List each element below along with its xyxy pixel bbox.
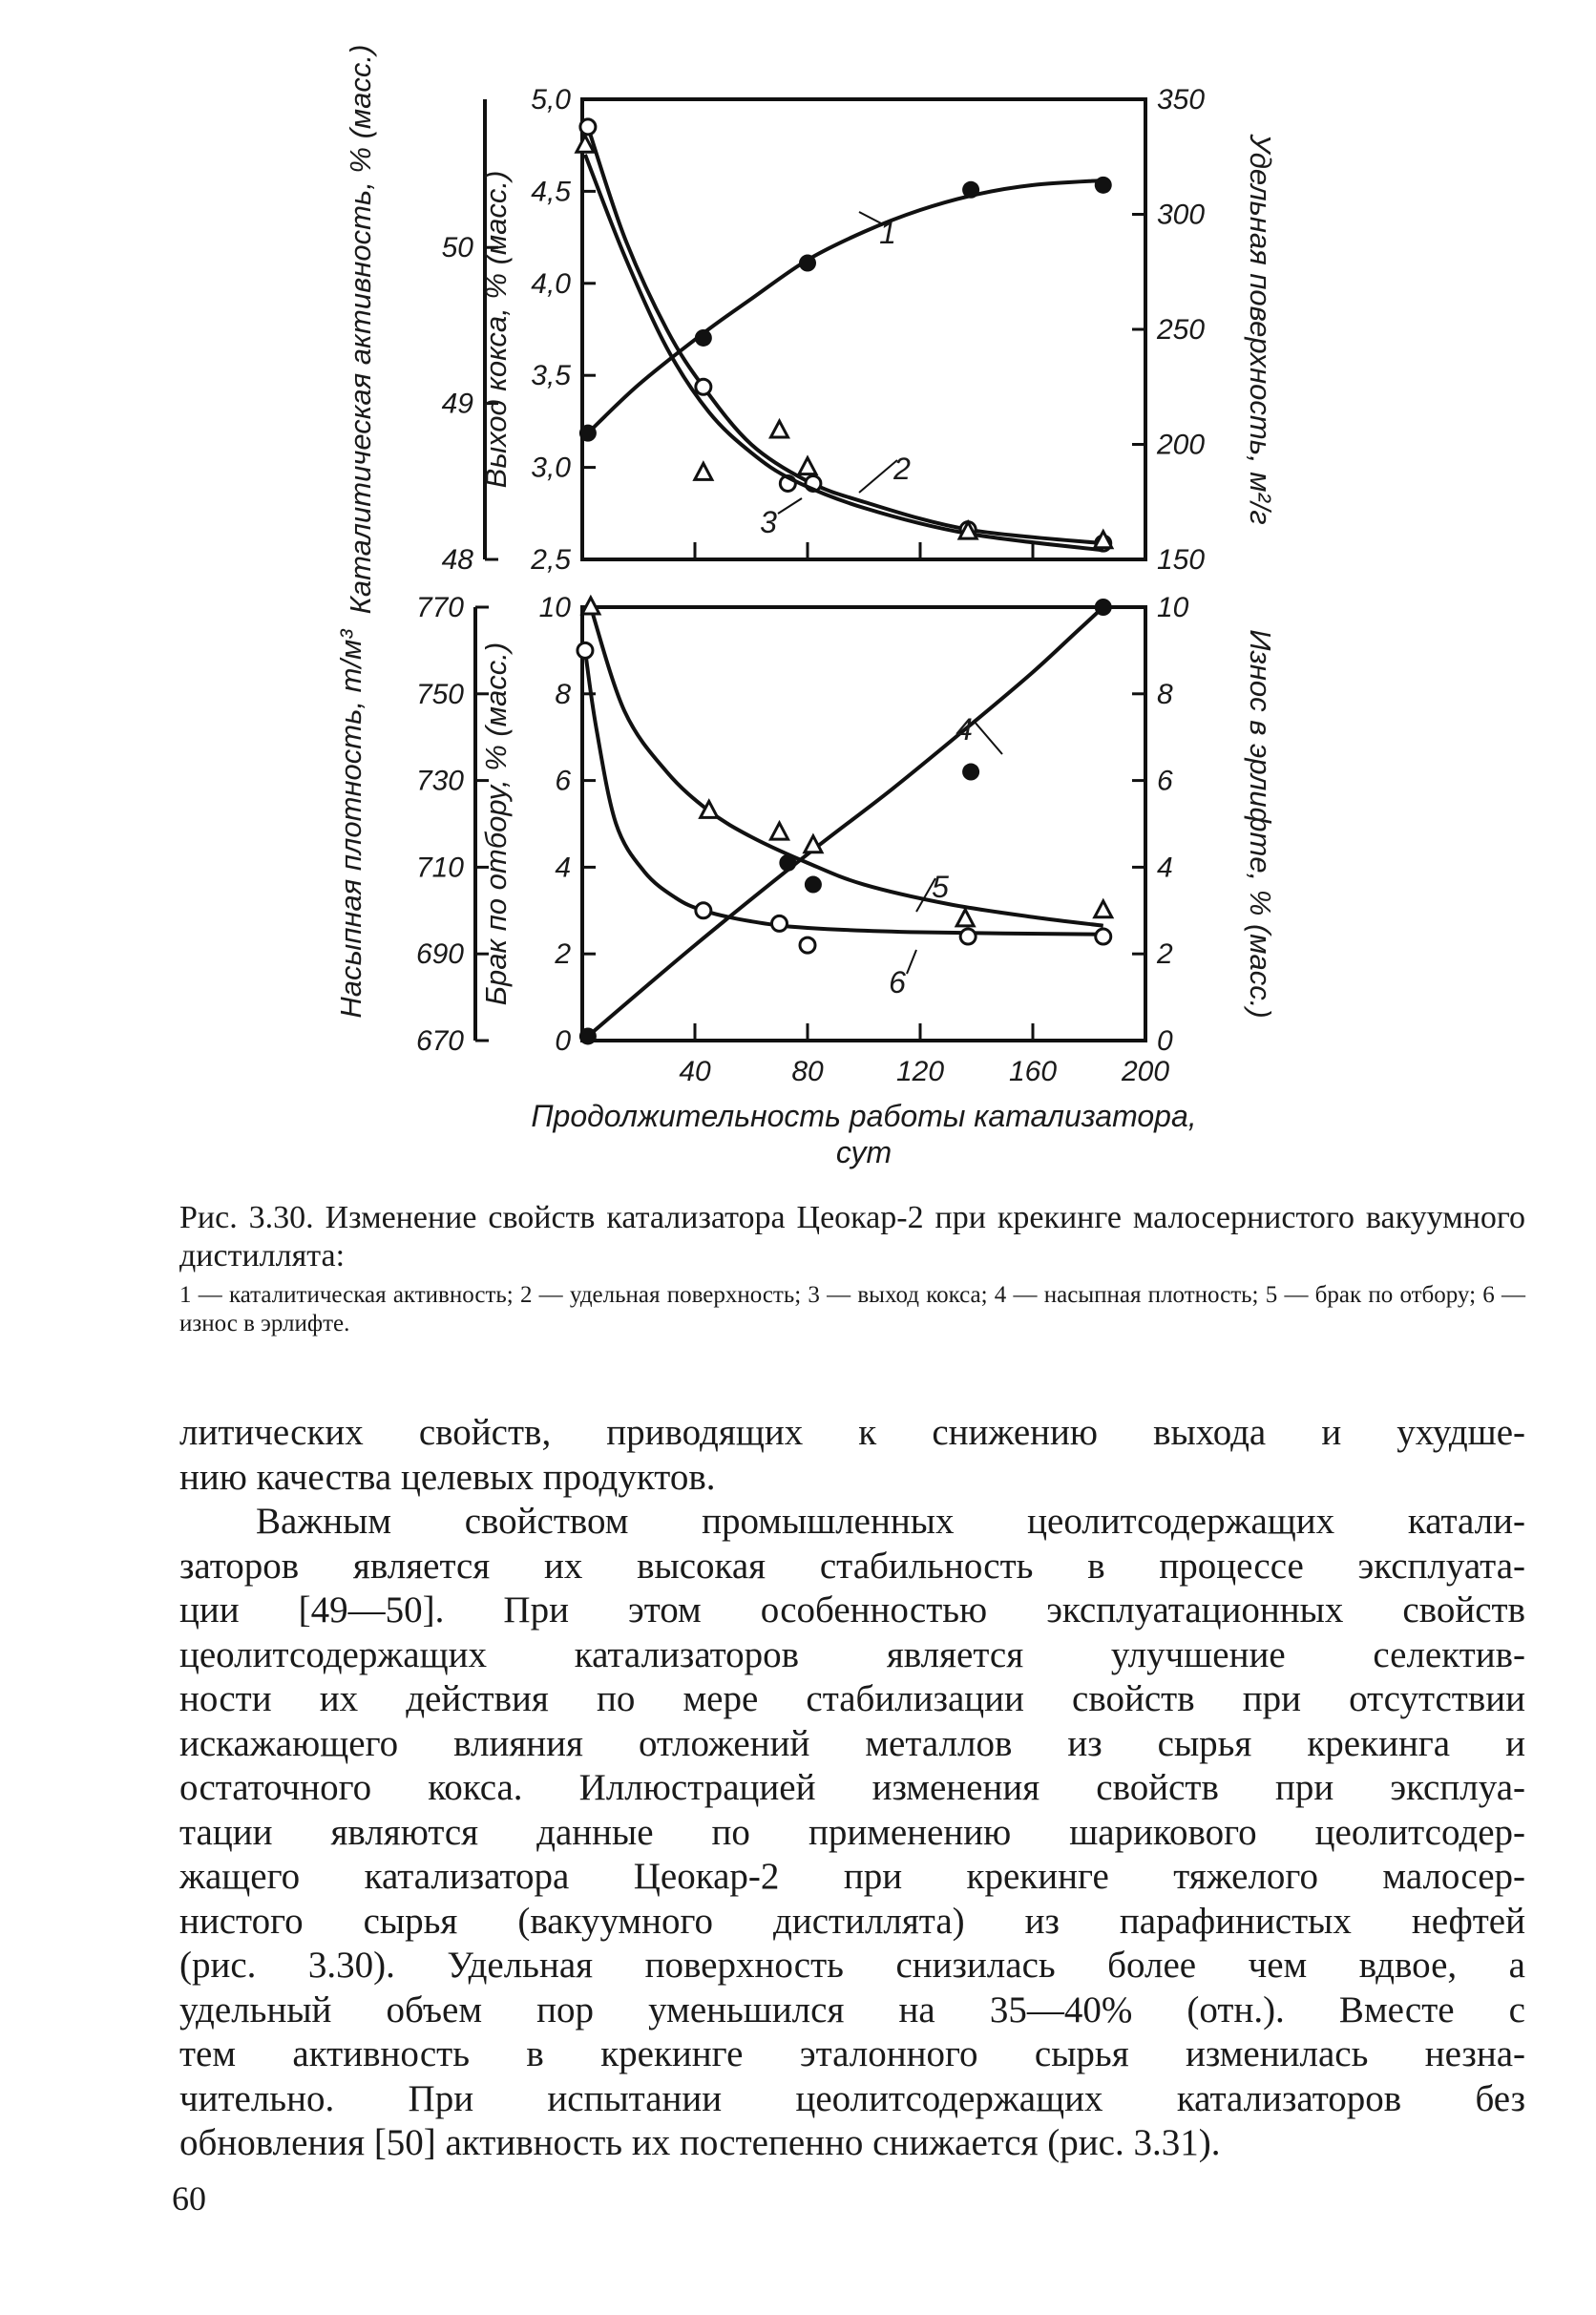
data-point-filled — [1095, 599, 1112, 616]
body-line: жащего катализатора Цеокар-2 при крекинге тяжелого малосер- — [179, 1856, 1525, 1897]
curve-label: 2 — [893, 452, 911, 486]
y-tick-label: 150 — [1157, 544, 1206, 576]
y-axis-label: Брак по отбору, % (масс.) — [479, 642, 513, 1006]
body-line: (рис. 3.30). Удельная поверхность снизилась более чем вдвое, а — [179, 1945, 1525, 1986]
y-tick-label: 250 — [1157, 314, 1206, 346]
data-point-filled — [962, 764, 979, 781]
curve-5 — [591, 607, 1103, 926]
y-tick-label: 750 — [415, 678, 464, 710]
data-point-filled — [579, 425, 597, 442]
x-tick-label: 40 — [679, 1056, 711, 1087]
data-point-filled — [1095, 177, 1112, 194]
y-tick-label: 3,0 — [531, 452, 571, 484]
data-point-open — [1096, 929, 1111, 944]
data-point-filled — [962, 181, 979, 199]
y-tick-label: 5,0 — [531, 84, 571, 116]
y-tick-label: 710 — [415, 852, 464, 884]
data-point-open — [696, 903, 711, 918]
y-tick-label: 10 — [538, 592, 571, 623]
x-axis-label: Продолжительность работы катализатора, — [531, 1099, 1197, 1133]
data-point-filled — [695, 329, 712, 347]
body-line: заторов является их высокая стабильность в процессе эксплуата- — [179, 1545, 1525, 1587]
body-line: остаточного кокса. Иллюстрацией изменения свойств при эксплуа- — [179, 1767, 1525, 1808]
body-line: удельный объем пор уменьшился на 35—40% (отн.). Вместе с — [179, 1989, 1525, 2031]
y-axis-label: Износ в эрлифте, % (масс.) — [1244, 629, 1277, 1019]
data-point-filled — [799, 255, 816, 272]
data-point-triangle — [1095, 901, 1112, 917]
y-axis-label: Насыпная плотность, т/м³ — [334, 629, 368, 1019]
curve-1 — [588, 180, 1103, 433]
curve-3 — [585, 155, 1103, 551]
y-tick-label: 2 — [555, 938, 571, 971]
y-tick-label: 0 — [1157, 1025, 1173, 1057]
x-tick-label: 80 — [791, 1056, 824, 1087]
body-line: ности их действия по мере стабилизации свойств при отсутствии — [179, 1678, 1525, 1719]
figure-caption-title: Рис. 3.30. Изменение свойств катализатора Цеокар-2 при крекинге малосернистого вакуумного дистиллята: — [179, 1200, 1525, 1273]
y-tick-label: 0 — [555, 1025, 571, 1057]
y-tick-label: 2,5 — [531, 544, 571, 576]
x-axis-label-unit: сут — [835, 1135, 892, 1169]
data-point-open — [696, 379, 711, 394]
curve-2 — [588, 127, 1103, 543]
body-line: литических свойств, приводящих к снижению выхода и ухудше- — [179, 1412, 1525, 1453]
y-tick-label: 770 — [415, 592, 464, 623]
body-line: нистого сырья (вакуумного дистиллята) из парафинистых нефтей — [179, 1900, 1525, 1942]
y-tick-label: 50 — [441, 232, 473, 264]
body-line: Важным свойством промышленных цеолитсодержащих катали- — [256, 1501, 1525, 1542]
curve-6 — [585, 650, 1103, 934]
y-axis-label: Удельная поверхность, м²/г — [1244, 134, 1277, 525]
data-point-open — [580, 119, 596, 135]
curve-4 — [588, 607, 1103, 1036]
y-tick-label: 4 — [555, 852, 571, 884]
data-point-open — [960, 929, 976, 944]
y-tick-label: 6 — [555, 765, 571, 797]
curve-label: 1 — [879, 216, 896, 250]
y-tick-label: 48 — [441, 544, 473, 576]
curve-label: 3 — [760, 505, 777, 539]
y-tick-label: 300 — [1157, 199, 1206, 231]
curve-label: 5 — [932, 870, 949, 904]
curve-label-leader — [974, 721, 1002, 754]
body-line: тем активность в крекинге эталонного сырья изменилась незна- — [179, 2033, 1525, 2074]
y-tick-label: 350 — [1157, 84, 1206, 116]
y-tick-label: 8 — [1157, 678, 1173, 710]
body-line: нию качества целевых продуктов. — [179, 1456, 716, 1498]
y-axis-label: Выход кокса, % (масс.) — [479, 170, 513, 489]
body-line: обновления [50] активность их постепенно снижается (рис. 3.31). — [179, 2122, 1221, 2163]
data-point-triangle — [799, 458, 816, 474]
y-tick-label: 4,5 — [531, 176, 571, 208]
x-tick-label: 160 — [1008, 1056, 1058, 1087]
data-point-triangle — [771, 421, 788, 437]
y-tick-label: 730 — [415, 765, 464, 797]
body-line: ции [49—50]. При этом особенностью эксплуатационных свойств — [179, 1589, 1525, 1631]
curve-label-leader — [907, 950, 916, 974]
y-tick-label: 2 — [1157, 938, 1173, 971]
y-tick-label: 8 — [555, 678, 571, 710]
body-line: тации являются данные по применению шарикового цеолитсодер- — [179, 1811, 1525, 1853]
data-point-triangle — [956, 910, 974, 926]
data-point-triangle — [695, 463, 712, 479]
y-tick-label: 670 — [415, 1025, 464, 1057]
data-point-open — [578, 642, 593, 658]
curve-label: 6 — [889, 965, 906, 1000]
y-tick-label: 4 — [1157, 852, 1173, 884]
data-point-filled — [579, 1027, 597, 1044]
y-tick-label: 690 — [415, 938, 464, 971]
curve-label-leader — [859, 460, 897, 493]
x-tick-label: 120 — [895, 1056, 945, 1087]
y-tick-label: 10 — [1157, 592, 1189, 623]
y-tick-label: 200 — [1157, 429, 1206, 461]
body-text — [179, 1411, 1525, 2166]
figure-caption-legend: 1 — каталитическая активность; 2 — удельная поверхность; 3 — выход кокса; 4 — насыпная плотность; 5 — брак по отбору; 6 — износ в эрлифте. — [179, 1282, 1525, 1336]
curve-label: 4 — [956, 712, 973, 747]
body-line: искажающего влияния отложений металлов из сырья крекинга и — [179, 1722, 1525, 1764]
y-axis-label: Каталитическая активность, % (масс.) — [344, 44, 377, 615]
curve-label-leader — [778, 498, 802, 514]
x-tick-label: 200 — [1121, 1056, 1170, 1087]
plot-frame-1 — [582, 607, 1145, 1041]
y-tick-label: 49 — [441, 388, 473, 420]
data-point-open — [800, 937, 815, 953]
data-point-triangle — [771, 823, 788, 839]
y-tick-label: 4,0 — [531, 267, 571, 300]
body-line: чительно. При испытании цеолитсодержащих катализаторов без — [179, 2077, 1525, 2119]
page-number: 60 — [172, 2179, 206, 2218]
body-line: цеолитсодержащих катализаторов является улучшение селектив- — [179, 1633, 1525, 1675]
y-tick-label: 3,5 — [531, 360, 571, 392]
data-point-open — [772, 915, 788, 931]
y-tick-label: 6 — [1157, 765, 1173, 797]
data-point-filled — [805, 876, 822, 894]
